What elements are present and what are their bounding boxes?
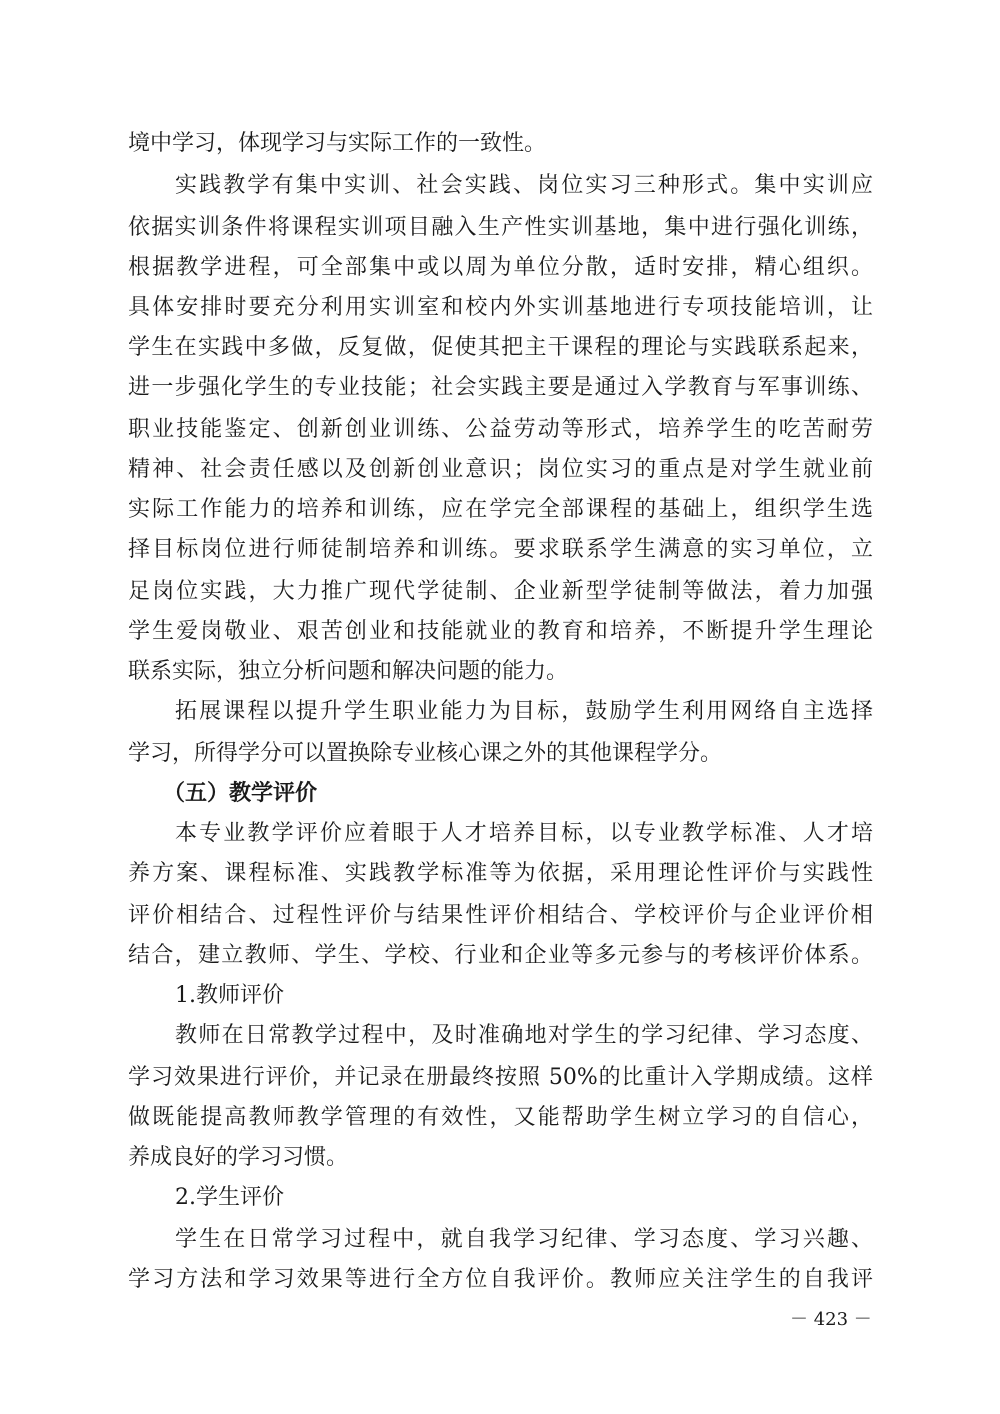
paragraph-line: 养成良好的学习习惯。 bbox=[128, 1145, 349, 1170]
paragraph-line: 进一步强化学生的专业技能；社会实践主要是通过入学教育与军事训练、 bbox=[128, 375, 873, 400]
paragraph-line: 足岗位实践，大力推广现代学徒制、企业新型学徒制等做法，着力加强 bbox=[128, 579, 873, 604]
subsection-heading: 1.教师评价 bbox=[175, 983, 284, 1008]
paragraph-line: 做既能提高教师教学管理的有效性，又能帮助学生树立学习的自信心， bbox=[128, 1105, 873, 1130]
paragraph-line: 精神、社会责任感以及创新创业意识；岗位实习的重点是对学生就业前 bbox=[128, 457, 873, 482]
paragraph-line: 拓展课程以提升学生职业能力为目标，鼓励学生利用网络自主选择 bbox=[175, 699, 873, 724]
paragraph-line: 学习方法和学习效果等进行全方位自我评价。教师应关注学生的自我评 bbox=[128, 1267, 873, 1292]
paragraph-line: 依据实训条件将课程实训项目融入生产性实训基地，集中进行强化训练， bbox=[128, 215, 873, 240]
paragraph-line: 本专业教学评价应着眼于人才培养目标，以专业教学标准、人才培 bbox=[175, 821, 873, 846]
subsection-heading: 2.学生评价 bbox=[175, 1185, 284, 1210]
paragraph-line: 学生在日常学习过程中，就自我学习纪律、学习态度、学习兴趣、 bbox=[175, 1227, 873, 1252]
paragraph-line: 择目标岗位进行师徒制培养和训练。要求联系学生满意的实习单位，立 bbox=[128, 537, 873, 562]
paragraph-line: 养方案、课程标准、实践教学标准等为依据，采用理论性评价与实践性 bbox=[128, 861, 873, 886]
paragraph-line: 实际工作能力的培养和训练，应在学完全部课程的基础上，组织学生选 bbox=[128, 497, 873, 522]
paragraph-line: 学习，所得学分可以置换除专业核心课之外的其他课程学分。 bbox=[128, 741, 723, 766]
paragraph-line: 学生爱岗敬业、艰苦创业和技能就业的教育和培养，不断提升学生理论 bbox=[128, 619, 873, 644]
paragraph-line: 具体安排时要充分利用实训室和校内外实训基地进行专项技能培训，让 bbox=[128, 295, 873, 320]
paragraph-line: 根据教学进程，可全部集中或以周为单位分散，适时安排，精心组织。 bbox=[128, 255, 873, 280]
paragraph-line: 实践教学有集中实训、社会实践、岗位实习三种形式。集中实训应 bbox=[175, 173, 873, 198]
paragraph-line: 境中学习，体现学习与实际工作的一致性。 bbox=[128, 131, 547, 156]
paragraph-line: 学生在实践中多做，反复做，促使其把主干课程的理论与实践联系起来， bbox=[128, 335, 873, 360]
paragraph-line: 结合，建立教师、学生、学校、行业和企业等多元参与的考核评价体系。 bbox=[128, 943, 873, 968]
paragraph-line: 评价相结合、过程性评价与结果性评价相结合、学校评价与企业评价相 bbox=[128, 903, 873, 928]
paragraph-line: 学习效果进行评价，并记录在册最终按照 50%的比重计入学期成绩。这样 bbox=[128, 1065, 873, 1090]
paragraph-line: 职业技能鉴定、创新创业训练、公益劳动等形式，培养学生的吃苦耐劳 bbox=[128, 417, 873, 442]
paragraph-line: 教师在日常教学过程中，及时准确地对学生的学习纪律、学习态度、 bbox=[175, 1023, 873, 1048]
section-heading: （五）教学评价 bbox=[163, 781, 318, 806]
page-number: － 423 － bbox=[790, 1309, 872, 1330]
paragraph-line: 联系实际，独立分析问题和解决问题的能力。 bbox=[128, 659, 569, 684]
